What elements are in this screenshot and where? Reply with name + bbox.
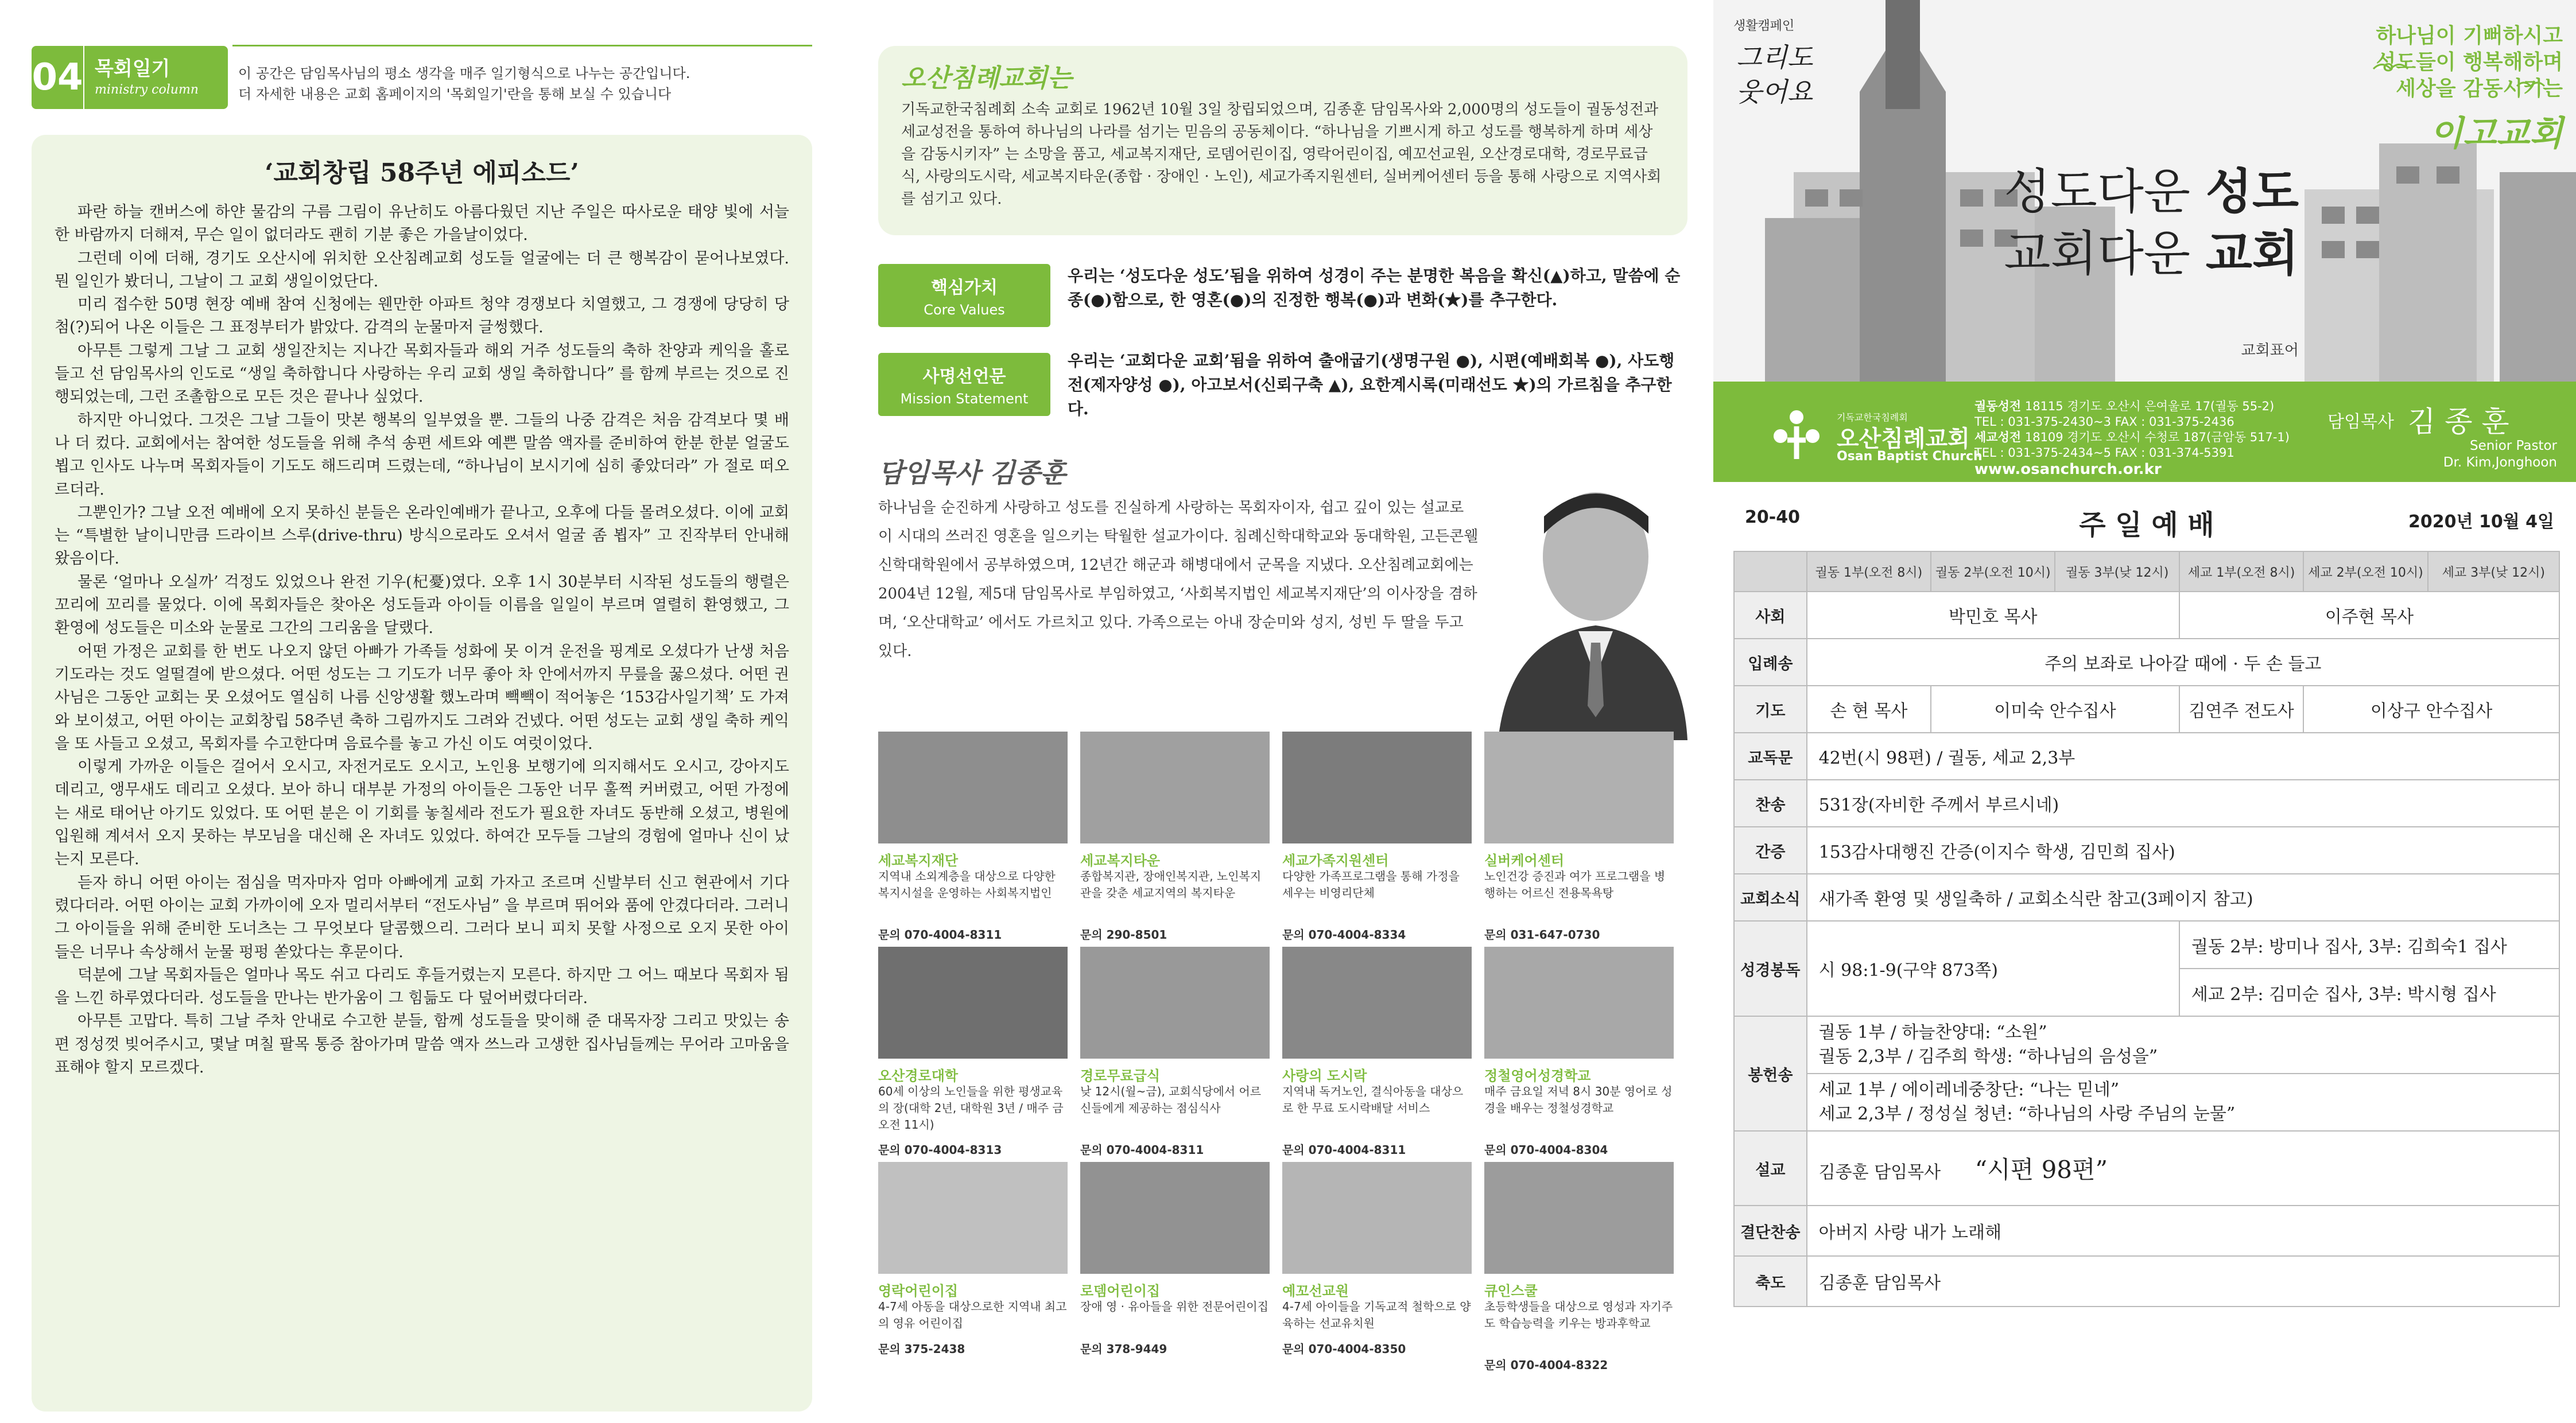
service-header [1733, 499, 2560, 539]
core-values-label-en: Core Values [924, 302, 1005, 318]
ministry-card [1080, 1162, 1270, 1380]
row-label: 봉헌송 [1734, 1016, 1807, 1131]
church-info-panel [878, 34, 1687, 1400]
column-paragraph: 미리 접수한 50명 현장 예배 참여 신청에는 웬만한 아파트 청약 경쟁보다 치열했고, 그 경쟁에 당당히 당첨(?)되어 나온 이들은 그 표정부터가 밝았다. 감격의 눈물마저 글썽했다. [55, 296, 789, 337]
cell-gyeoldan: 아버지 사랑 내가 노래해 [1807, 1206, 2559, 1256]
pastor-title: 담임목사 김종훈 [878, 457, 1066, 488]
slogan-brand: 이고교회 [2430, 114, 2563, 154]
ministry-phone: 문의 290-8501 [1080, 928, 1167, 942]
church-info-bar [1713, 382, 2576, 482]
table-header-row [1734, 551, 2559, 592]
cell-sahoe-a: 박민호 목사 [1807, 592, 2179, 639]
cell-bongdok-b: 세교 2부: 김미순 집사, 3부: 박시형 집사 [2179, 969, 2559, 1016]
cell-chukdo: 김종훈 담임목사 [1807, 1256, 2559, 1307]
ministry-title: 오산경로대학 [878, 1068, 959, 1084]
ministry-photo [1080, 947, 1270, 1059]
ministry-desc: 낮 12시(월~금), 교회식당에서 어르신들에게 제공하는 점심식사 [1080, 1084, 1262, 1115]
church-addresses [1974, 399, 2290, 461]
core-values-text: 우리는 ‘성도다운 성도’됨을 위하여 성경이 주는 분명한 복음을 확신(▲)하고, 말씀에 순종(●)함으로, 한 영혼(●)의 진정한 행복(●)과 변화(★)를 추구한다. [1068, 266, 1681, 309]
column-paragraph: 그뿐인가? 그날 오전 예배에 오지 못하신 분들은 온라인예배가 끝나고, 오후에 다들 몰려오셨다. 이에 교회는 “특별한 날이니만큼 드라이브 스루(drive-thru) 방식으로라도 오셔서 얼굴 좀 뵙자” 고 진작부터 안내해왔음이다. [55, 503, 789, 568]
ministry-card [1282, 1162, 1472, 1380]
ministry-phone: 문의 070-4004-8311 [1080, 1143, 1204, 1157]
church-intro-title: 오산침례교회는 [901, 64, 1072, 93]
ministry-phone: 문의 378-9449 [1080, 1342, 1167, 1356]
ministry-desc: 노인건강 증진과 여가 프로그램을 병행하는 어르신 전용목욕탕 [1484, 869, 1666, 900]
ministry-phone: 문의 070-4004-8311 [878, 928, 1002, 942]
campaign-brand: 그리도 웃어요 [1736, 42, 1813, 107]
motto-line1-b: 성도 [2205, 164, 2299, 220]
column-paragraph: 하지만 아니었다. 그것은 그날 그들이 맛본 행복의 일부였을 뿐. 그들의 나중 감격은 처음 감격보다 몇 배나 더 컸다. 교회에서는 참여한 성도들을 위해 추석 송편 세트와 예쁜 말씀 액자를 준비하여 한분 한분 얼굴도 뵙고 인사도 나누며 목회자들이 기도도 해드리며 드렸는데, “하나님이 보시기에 심히 좋았더라” 가 절로 떠오르더라. [55, 411, 789, 499]
column-paragraph: 아무튼 고맙다. 특히 그날 주차 안내로 수고한 분들, 함께 성도들을 맞이해 준 대목자장 그리고 맛있는 송편 정성껏 빚어주시고, 몇날 며칠 팔목 통증 참아가며 말씀 액자 쓰느라 고생한 집사님들께는 무어라 고마움을 표해야 할지 모르겠다. [55, 1012, 789, 1076]
ministry-title: 세교복지재단 [878, 853, 959, 869]
column-label-en: ministry column [95, 83, 199, 97]
row-label: 설교 [1734, 1131, 1807, 1206]
header-cell: 궐동 1부(오전 8시) [1807, 551, 1931, 592]
slogan-line: 하나님이 기뻐하시고 [2376, 24, 2563, 48]
motto-caption: 교회표어 [2241, 342, 2299, 359]
ministry-card [878, 732, 1068, 950]
ministry-card [1080, 947, 1270, 1165]
column-paragraph: 물론 ‘얼마나 오실까’ 걱정도 있었으나 완전 기우(杞憂)였다. 오후 1시 30분부터 시작된 성도들의 행렬은 꼬리에 꼬리를 물었다. 이에 목회자들은 찾아온 성도들과 아이들 이름을 일일이 부르며 열렬히 환영했고, 그 환영에 성도들은 미소와 눈물로 그간의 그리움을 달랬다. [55, 573, 789, 637]
row-label: 결단찬송 [1734, 1206, 1807, 1256]
addr2: 18109 경기도 오산시 수청로 187(금암동 517-1) [2024, 430, 2290, 444]
sermon-title: “시편 98편” [1974, 1156, 2108, 1184]
row-label: 간증 [1734, 827, 1807, 874]
row-label: 교회소식 [1734, 874, 1807, 921]
cell-ipsong: 주의 보좌로 나아갈 때에 · 두 손 들고 [1807, 639, 2559, 686]
column-paragraph: 파란 하늘 캔버스에 하얀 물감의 구름 그림이 유난히도 아름다웠던 지난 주일은 따사로운 태양 빛에 서늘한 바람까지 더해져, 무슨 일이 없더라도 괜히 기분 좋은 가을날이었다. [55, 203, 789, 244]
cell-chanson: 531장(자비한 주께서 부르시네) [1807, 780, 2559, 827]
ministry-photo [1484, 947, 1674, 1059]
pastor-name: 김 종 훈 [2408, 405, 2509, 438]
column-label-ko: 목회일기 [95, 57, 170, 80]
ministry-photo [1282, 732, 1472, 843]
ministry-desc: 지역내 소외계층을 대상으로 다양한 복지시설을 운영하는 사회복지법인 [878, 869, 1056, 900]
cell-gido-1: 손 현 목사 [1807, 686, 1931, 733]
ministry-card [1282, 947, 1472, 1165]
ministry-title: 큐인스쿨 [1484, 1283, 1538, 1299]
addr2-label: 세교성전 [1974, 430, 2022, 444]
ministry-title: 세교복지타운 [1080, 853, 1161, 869]
church-name-ko: 오산침례교회 [1837, 426, 1970, 452]
core-values-label [878, 264, 1050, 327]
ministry-card [1484, 732, 1674, 950]
slogan [2373, 23, 2563, 102]
ministry-photo [1282, 1162, 1472, 1274]
ministry-desc: 지역내 독거노인, 결식아동을 대상으로 한 무료 도시락배달 서비스 [1282, 1084, 1464, 1115]
column-paragraph: 그런데 이에 더해, 경기도 오산시에 위치한 오산침례교회 성도들 얼굴에는 더 큰 행복감이 묻어나보였다. 뭔 일인가 봤더니, 그날이 그 교회 생일이었단다. [55, 249, 789, 290]
ministry-card [878, 1162, 1068, 1380]
header-cell: 세교 2부(오전 10시) [2303, 551, 2427, 592]
table-row [1734, 686, 2559, 733]
mission-text: 우리는 ‘교회다운 교회’됨을 위하여 출애굽기(생명구원 ●), 시편(예배회복 ●), 사도행전(제자양성 ●), 아고보서(신뢰구축 ▲), 요한계시록(미래선도 ★)의 가르침을 추구한다. [1068, 351, 1675, 418]
cell-bonghyun-b [1807, 1074, 2559, 1131]
ministry-phone: 문의 031-647-0730 [1484, 928, 1600, 942]
column-paragraph: 덕분에 그날 목회자들은 얼마나 목도 쉬고 다리도 후들거렸는지 모른다. 하지만 그 어느 때보다 목회자 됨을 느낀 하루였다더라. 성도들을 만나는 반가움이 그 힘듦도 다 덮어버렸다더라. [55, 966, 789, 1008]
sermon-preacher: 김종훈 담임목사 [1818, 1162, 1941, 1183]
website-link[interactable]: www.osanchurch.or.kr [1974, 461, 2162, 478]
cell-sermon [1807, 1131, 2559, 1206]
hero-banner [1713, 0, 2576, 382]
pastor-photo [1487, 471, 1687, 740]
ministry-title: 정철영어성경학교 [1484, 1068, 1591, 1084]
table-row [1734, 1131, 2559, 1206]
bonghyun-line: 세교 1부 / 에이레네중창단: “나는 믿네” [1818, 1080, 2120, 1100]
bonghyun-line: 궐동 2,3부 / 김주희 학생: “하나님의 음성을” [1818, 1047, 2158, 1067]
ministry-card [1484, 1162, 1674, 1380]
ministry-phone: 문의 070-4004-8304 [1484, 1143, 1608, 1157]
cell-sahoe-b: 이주현 목사 [2179, 592, 2559, 639]
addr1: 18115 경기도 오산시 은여울로 17(궐동 55-2) [2024, 399, 2275, 413]
column-paragraph: 이렇게 가까운 이들은 걸어서 오시고, 자전거로도 오시고, 노인용 보행기에 의지해서도 오시고, 강아지도 데리고, 앵무새도 데리고 오셨다. 보아 하니 대부분 가정의 아이들은 그동안 너무 훌쩍 커버렸고, 어떤 가정에는 새로 태어난 아기도 있었다. 또 어떤 분은 이 기회를 놓칠세라 전도가 필요한 자녀도 동반해 오셨고, 병원에 입원해 계셔서 오지 못하는 부모님을 대신해 온 자녀도 있었다. 하여간 모두들 그날의 경험에 얼마나 신이 났는지 모른다. [55, 758, 789, 869]
table-row [1734, 1206, 2559, 1256]
ministry-title: 사랑의 도시락 [1282, 1068, 1367, 1084]
ministry-desc: 60세 이상의 노인들을 위한 평생교육의 장(대학 2년, 대학원 3년 / 매주 금 오전 11시) [878, 1084, 1064, 1132]
cell-gido-3: 김연주 전도사 [2179, 686, 2303, 733]
denomination: 기독교한국침례회 [1837, 412, 1908, 423]
slogan-line: 성도들이 행복해하며 [2376, 50, 2563, 74]
cell-gido-4: 이상구 안수집사 [2303, 686, 2559, 733]
motto-line1-a: 성도다운 [2004, 164, 2206, 220]
mission-label-ko: 사명선언문 [922, 367, 1006, 387]
pastor-en-name: Dr. Kim,Jonghoon [2443, 455, 2557, 470]
ministry-desc: 종합복지관, 장애인복지관, 노인복지관을 갖춘 세교지역의 복지타운 [1080, 869, 1262, 900]
row-label: 찬송 [1734, 780, 1807, 827]
ministry-photo [878, 947, 1068, 1059]
ministry-desc: 초등학생들을 대상으로 영성과 자기주도 학습능력을 키우는 방과후학교 [1484, 1300, 1673, 1330]
ministry-title: 실버케어센터 [1484, 853, 1565, 869]
table-row [1734, 1074, 2559, 1131]
table-row [1734, 1016, 2559, 1074]
pastor-en [2402, 438, 2557, 471]
ministry-title: 영락어린이집 [878, 1283, 959, 1299]
ministry-title: 예꼬선교원 [1282, 1283, 1349, 1299]
ministry-phone: 문의 070-4004-8334 [1282, 928, 1406, 942]
header-cell: 세교 3부(낮 12시) [2428, 551, 2559, 592]
cell-gido-2: 이미숙 안수집사 [1931, 686, 2179, 733]
header-cell: 세교 1부(오전 8시) [2179, 551, 2303, 592]
header-blank [1734, 551, 1807, 592]
ministry-column-panel [32, 34, 812, 1389]
column-intro: 이 공간은 담임목사님의 평소 생각을 매주 일기형식으로 나누는 공간입니다. 더 자세한 내용은 교회 홈페이지의 '목회일기'란을 통해 보실 수 있습니다 [238, 65, 690, 102]
header-cell: 궐동 2부(오전 10시) [1931, 551, 2055, 592]
table-row [1734, 827, 2559, 874]
pastor-bio: 하나님을 순진하게 사랑하고 성도를 진실하게 사랑하는 목회자이자, 쉽고 깊이 있는 설교로 이 시대의 쓰러진 영혼을 일으키는 탁월한 설교가이다. 침례신학대학교와 동대학원, 고든콘웰신학대학원에서 공부하였으며, 12년간 해군과 해병대에서 군목을 지냈다. 오산침례교회에는 2004년 12월, 제5대 담임목사로 부임하였고, ‘사회복지법인 세교복지재단’의 이사장을 겸하며, ‘오산대학교’ 에서도 가르치고 있다. 가족으로는 아내 장순미와 성지, 성빈 두 딸을 두고 있다. [878, 499, 1479, 660]
ministry-phone: 문의 070-4004-8313 [878, 1143, 1002, 1157]
addr1-label: 궐동성전 [1974, 399, 2022, 413]
cell-bonghyun-a [1807, 1016, 2559, 1074]
row-label: 입례송 [1734, 639, 1807, 686]
bonghyun-line: 궐동 1부 / 하늘찬양대: “소원” [1818, 1022, 2047, 1043]
ministry-desc: 매주 금요일 저녁 8시 30분 영어로 성경을 배우는 정철성경학교 [1484, 1084, 1673, 1115]
row-label: 기도 [1734, 686, 1807, 733]
cell-gyodokmun: 42번(시 98편) / 궐동, 세교 2,3부 [1807, 733, 2559, 780]
column-paragraph: 듣자 하니 어떤 아이는 점심을 먹자마자 엄마 아빠에게 교회 가자고 조르며 신발부터 신고 현관에서 기다렸다더라. 어떤 아이는 교회 가까이에 오자 멀리서부터 “전도사님” 을 부르며 뛰어와 품에 안겼다더라. 그러니 그 아이들을 위해 준비한 도너츠는 그 무엇보다 달콤했으리. 그러다 보니 피치 못할 사정으로 오지 못한 아이들은 너무나 속상해서 눈물 펑펑 쏟았다는 후문이다. [55, 873, 789, 961]
addr1-tel: TEL : 031-375-2430~3 FAX : 031-375-2436 [1974, 415, 2234, 429]
slogan-line: 세상을 감동시키는 [2396, 77, 2563, 100]
column-top-rule [232, 45, 812, 46]
ministry-card [1282, 732, 1472, 950]
ministry-card [1080, 732, 1270, 950]
ministry-desc: 4-7세 아이들을 기독교적 철학으로 양육하는 선교유치원 [1282, 1300, 1471, 1330]
ministry-photo [878, 732, 1068, 843]
pastor-label: 담임목사 [2327, 412, 2394, 432]
column-body [55, 201, 789, 1079]
service-order-table [1733, 551, 2560, 1307]
column-label-badge [83, 46, 228, 109]
church-motto [1977, 161, 2299, 285]
ministry-photo [1484, 1162, 1674, 1274]
ministry-photo [1282, 947, 1472, 1059]
table-row [1734, 639, 2559, 686]
table-row [1734, 1256, 2559, 1307]
row-label: 교독문 [1734, 733, 1807, 780]
table-row [1734, 733, 2559, 780]
ministry-phone: 문의 375-2438 [878, 1342, 965, 1356]
column-title: ‘교회창립 58주년 에피소드’ [265, 158, 579, 188]
ministry-photo [1080, 1162, 1270, 1274]
service-date: 2020년 10월 4일 [2408, 512, 2554, 532]
ministry-card [1484, 947, 1674, 1165]
cell-bongdok: 시 98:1-9(구약 873쪽) [1807, 921, 2179, 1016]
ministry-phone: 문의 070-4004-8322 [1484, 1358, 1608, 1372]
motto-line2-b: 교회 [2205, 225, 2299, 282]
column-paragraph: 아무튼 그렇게 그날 그 교회 생일잔치는 지나간 목회자들과 해외 거주 성도들의 축하 찬양과 케익을 홀로 들고 선 담임목사의 인도로 “생일 축하합니다 사랑하는 우리 교회 생일 축하합니다” 를 함께 부르는 것으로 진행되었는데, 그런 조촐함으로 모든 것은 끝나나 싶었다. [55, 341, 789, 406]
row-label: 성경봉독 [1734, 921, 1807, 1016]
ministry-desc: 장애 영 · 유아들을 위한 전문어린이집 [1080, 1300, 1268, 1313]
campaign-label: 생활캠페인 [1733, 19, 1795, 33]
bonghyun-line: 세교 2,3부 / 정성실 청년: “하나님의 사랑 주님의 눈물” [1818, 1104, 2236, 1124]
table-row [1734, 592, 2559, 639]
ministry-phone: 문의 070-4004-8350 [1282, 1342, 1406, 1356]
ministry-card [878, 947, 1068, 1165]
issue-number: 20-40 [1745, 507, 1800, 527]
mission-label [878, 353, 1050, 416]
row-label: 사회 [1734, 592, 1807, 639]
table-row [1734, 921, 2559, 969]
addr2-tel: TEL : 031-375-2434~5 FAX : 031-374-5391 [1974, 446, 2234, 460]
column-paragraph: 어떤 가정은 교회를 한 번도 나오지 않던 아빠가 가족들 성화에 못 이겨 운전을 핑계로 오셨다가 난생 처음 기도라는 것도 얼떨결에 받으셨다. 어떤 성도는 그 기도가 너무 좋아 차 안에서까지 무릎을 꿇으셨다. 어떤 권사님은 그동안 교회는 못 오셨어도 열심히 나름 신앙생활 했노라며 빽빽이 적어놓은 ‘153감사일기책’ 도 가져와 보이셨고, 어떤 아이는 교회창립 58주년 축하 그림까지도 그려와 건넸다. 어떤 성도는 교회 생일 축하 케익을 또 사들고 오셨고, 목회자를 수고한다며 음료수를 놓고 가신 이도 여럿이었다. [55, 642, 789, 753]
church-logo-icon [1768, 405, 1825, 462]
table-row [1734, 780, 2559, 827]
core-values-label-ko: 핵심가치 [931, 278, 998, 298]
church-intro-text: 기독교한국침례회 소속 교회로 1962년 10월 3일 창립되었으며, 김종훈 담임목사와 2,000명의 성도들이 궐동성전과 세교성전을 통하여 하나님의 나라를 섬기는 믿음의 공동체이다. “하나님을 기쁘시게 하고 성도를 행복하게 하며 세상을 감동시키자” 는 소망을 품고, 세교복지재단, 로뎀어린이집, 영락어린이집, 예꼬선교원, 오산경로대학, 경로무료급식, 사랑의도시락, 세교복지타운(종합 · 장애인 · 노인), 세교가족지원센터, 실버케어센터 등을 통해 사랑으로 지역사회를 섬기고 있다. [901, 101, 1662, 208]
ministry-photo [1484, 732, 1674, 843]
cell-ganjeung: 153감사대행진 간증(이지수 학생, 김민희 집사) [1807, 827, 2559, 874]
ministry-title: 로뎀어린이집 [1080, 1283, 1161, 1299]
ministry-photo [878, 1162, 1068, 1274]
pastor-en-title: Senior Pastor [2469, 438, 2557, 453]
ministry-desc: 4-7세 아동을 대상으로한 지역내 최고의 영유 어린이집 [878, 1300, 1067, 1330]
ministry-desc: 다양한 가족프로그램을 통해 가정을 세우는 비영리단체 [1282, 869, 1460, 900]
table-row [1734, 874, 2559, 921]
ministry-phone: 문의 070-4004-8311 [1282, 1143, 1406, 1157]
ministry-title: 경로무료급식 [1080, 1068, 1161, 1084]
ministry-photo [1080, 732, 1270, 843]
ministry-title: 세교가족지원센터 [1282, 853, 1389, 869]
mission-label-en: Mission Statement [900, 391, 1029, 407]
motto-line2-a: 교회다운 [2004, 225, 2206, 282]
cell-sosik: 새가족 환영 및 생일축하 / 교회소식란 참고(3페이지 참고) [1807, 874, 2559, 921]
church-name-en: Osan Baptist Church [1837, 449, 1983, 464]
row-label: 축도 [1734, 1256, 1807, 1307]
cell-bongdok-a: 궐동 2부: 방미나 집사, 3부: 김희숙1 집사 [2179, 921, 2559, 969]
column-number-badge: 04 [32, 46, 83, 109]
header-cell: 궐동 3부(낮 12시) [2055, 551, 2179, 592]
service-title: 주 일 예 배 [2079, 509, 2214, 541]
